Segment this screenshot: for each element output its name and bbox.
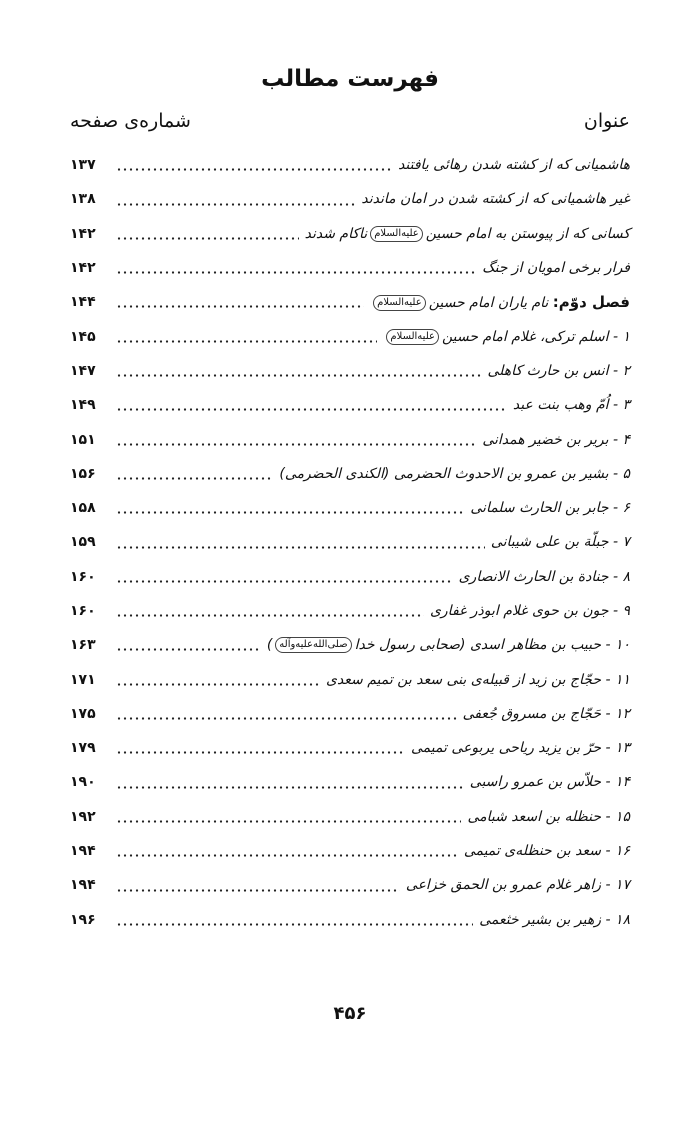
toc-entry-page: ۱۹۲ (70, 808, 96, 825)
toc-entry-text: ۱۲ - حَجّاج بن مسروق جُعفی (462, 705, 630, 722)
toc-entry[interactable] (70, 491, 630, 525)
dot-leader (116, 580, 453, 583)
toc-entry-text: کسانی که از پیوستن به امام حسین (425, 225, 630, 242)
toc-entry-page: ۱۹۴ (70, 877, 96, 894)
toc-entry-page: ۱۵۸ (70, 500, 96, 517)
toc-entry-text: نام یاران امام حسین (428, 295, 549, 312)
toc-entry-title (455, 569, 630, 585)
dot-leader (116, 683, 320, 686)
toc-entry[interactable] (70, 388, 630, 422)
dot-leader (116, 786, 464, 789)
honorific-glyph: صلی‌الله‌علیه‌وآله (275, 637, 351, 653)
toc-entry-text: ۲ - انس بن حارث کاهلی (487, 362, 630, 379)
toc-entry-title (509, 397, 630, 413)
toc-entry-title (466, 500, 630, 516)
toc-entry-text: فرار برخی امویان از جنگ (482, 260, 630, 277)
toc-entry-text: ۹ - جون بن حوی غلام ابوذر غفاری (429, 603, 630, 619)
toc-entry-page: ۱۹۴ (70, 843, 96, 860)
honorific-glyph: علیه‌السلام (370, 226, 423, 242)
toc-entry-page: ۱۵۱ (70, 431, 96, 448)
dot-leader (116, 168, 392, 171)
toc-entry-page: ۱۴۲ (70, 225, 96, 242)
page-number: ۴۵۶ (333, 1003, 367, 1024)
toc-entry-title (487, 534, 630, 550)
toc-entry-text: ۶ - جابر بن الحارث سلمانی (470, 500, 630, 517)
dot-leader (116, 923, 473, 926)
toc-entry-text: ۱۶ - سعد بن حنظله‌ی تمیمی (463, 843, 630, 860)
toc-entry-title (478, 260, 630, 276)
toc-entry[interactable] (70, 765, 630, 799)
toc-entry-page: ۱۴۷ (70, 362, 96, 379)
dot-leader (116, 820, 461, 823)
dot-leader (116, 443, 476, 446)
toc-entry-page: ۱۹۰ (70, 774, 96, 791)
toc-entry-title (484, 363, 631, 379)
toc-entry-title (366, 293, 630, 311)
toc-entry-text: ۴ - بریر بن خضیر همدانی (482, 431, 630, 448)
toc-entry-text: هاشمیانی که از کشته شدن رهائی یافتند (398, 157, 630, 174)
toc-entry-title (459, 706, 630, 722)
honorific-glyph: علیه‌السلام (373, 295, 426, 311)
toc-entry-page: ۱۴۵ (70, 328, 96, 345)
toc-entry-page: ۱۵۶ (70, 465, 96, 482)
toc-entry-title (263, 637, 630, 653)
toc-entry-page: ۱۳۷ (70, 157, 96, 174)
dot-leader (116, 546, 485, 549)
toc-entry[interactable] (70, 834, 630, 868)
toc-entry-page: ۱۵۹ (70, 534, 96, 551)
dot-leader (116, 614, 424, 617)
toc-entry-suffix: ناکام شدند (304, 225, 368, 242)
toc-entry[interactable] (70, 422, 630, 456)
toc-entry[interactable] (70, 731, 630, 765)
toc-entry-page: ۱۶۰ (70, 568, 96, 585)
toc-entry-page: ۱۳۸ (70, 191, 96, 208)
toc-entry[interactable] (70, 148, 630, 182)
toc-entry-title (275, 466, 630, 482)
toc-entry[interactable] (70, 560, 630, 594)
honorific-glyph: علیه‌السلام (386, 329, 439, 345)
dot-leader (116, 237, 299, 240)
dot-leader (116, 854, 458, 857)
toc-entry-page: ۱۶۰ (70, 603, 96, 619)
toc-entry-title (466, 774, 630, 790)
toc-entry-text: ۱۵ - حنظله بن اسعد شبامی (467, 808, 630, 825)
toc-entry-page: ۱۷۱ (70, 671, 96, 688)
toc-entry-title (301, 226, 630, 242)
dot-leader (116, 717, 457, 720)
toc-entry-page: ۱۴۲ (70, 260, 96, 277)
dot-leader (116, 408, 507, 411)
toc-entry-text: ۱۸ - زهیر بن بشیر خثعمی (479, 911, 630, 928)
toc-entry-title (407, 740, 630, 756)
toc-list (70, 148, 630, 937)
toc-entry[interactable] (70, 868, 630, 902)
toc-entry[interactable] (70, 594, 630, 628)
toc-entry[interactable] (70, 354, 630, 388)
toc-entry[interactable] (70, 217, 630, 251)
column-header-title: عنوان (583, 110, 630, 132)
toc-entry[interactable] (70, 182, 630, 216)
toc-entry[interactable] (70, 251, 630, 285)
toc-entry-page: ۱۷۵ (70, 705, 96, 722)
toc-entry[interactable] (70, 628, 630, 662)
toc-entry-title (402, 877, 630, 893)
toc-entry-title (322, 672, 630, 688)
dot-leader (116, 340, 377, 343)
dot-leader (116, 511, 464, 514)
toc-entry-page: ۱۶۳ (70, 637, 96, 654)
toc-entry-title (478, 432, 630, 448)
dot-leader (116, 477, 273, 480)
toc-entry-text: ۷ - جبلّة بن علی شیبانی (490, 534, 630, 551)
toc-entry-title (379, 329, 630, 345)
toc-entry-text: ۳ - اُمّ وهب بنت عبد (512, 397, 630, 414)
toc-entry-title (394, 157, 630, 173)
toc-entry-page: ۱۴۹ (70, 397, 96, 414)
toc-entry-text: غیر هاشمیانی که از کشته شدن در امان ماندند (361, 191, 630, 208)
dot-leader (116, 305, 364, 308)
toc-entry-text: ۱۰ - حبیب بن مظاهر اسدی (صحابی رسول خدا (354, 637, 630, 654)
toc-entry-title (426, 603, 630, 619)
dot-leader (116, 648, 261, 651)
toc-entry-text: ۱ - اسلم ترکی، غلام امام حسین (441, 328, 630, 345)
dot-leader (116, 374, 482, 377)
toc-entry[interactable] (70, 525, 630, 559)
toc-entry-page: ۱۴۴ (70, 294, 96, 311)
dot-leader (116, 751, 405, 754)
toc-entry[interactable] (70, 697, 630, 731)
toc-entry[interactable] (70, 457, 630, 491)
toc-entry-text: ۸ - جنادة بن الحارث الانصاری (458, 568, 630, 585)
toc-entry-text: ۱۷ - زاهر غلام عمرو بن الحمق خزاعی (405, 877, 630, 894)
toc-entry-text: ۱۱ - حجّاج بن زید از قبیله‌ی بنی سعد بن تمیم سعدی (326, 671, 630, 688)
toc-entry-title (460, 843, 630, 859)
dot-leader (116, 203, 355, 206)
toc-entry[interactable] (70, 903, 630, 937)
toc-entry-suffix: ) (266, 637, 273, 654)
toc-entry[interactable] (70, 800, 630, 834)
toc-entry[interactable] (70, 285, 630, 319)
toc-entry-page: ۱۷۹ (70, 740, 96, 757)
dot-leader (116, 271, 476, 274)
toc-entry-title (475, 912, 630, 928)
dot-leader (116, 889, 400, 892)
toc-entry-page: ۱۹۶ (70, 911, 96, 928)
chapter-label: فصل دوّم: (552, 293, 630, 312)
toc-entry-text: ۱۳ - حرّ بن یزید ریاحی یربوعی تمیمی (410, 740, 630, 757)
toc-entry[interactable] (70, 662, 630, 696)
column-header-page: شماره‌ی صفحه (70, 110, 191, 132)
toc-entry-title (463, 809, 630, 825)
toc-entry-title (357, 191, 630, 207)
page-title: فهرست مطالب (261, 66, 439, 92)
toc-entry[interactable] (70, 319, 630, 353)
toc-entry-text: ۱۴ - حلاّس بن عمرو راسبی (469, 774, 630, 791)
toc-entry-text: ۵ - بشیر بن عمرو بن الاحدوث الحضرمی (الکندی الحضرمی) (279, 465, 630, 482)
